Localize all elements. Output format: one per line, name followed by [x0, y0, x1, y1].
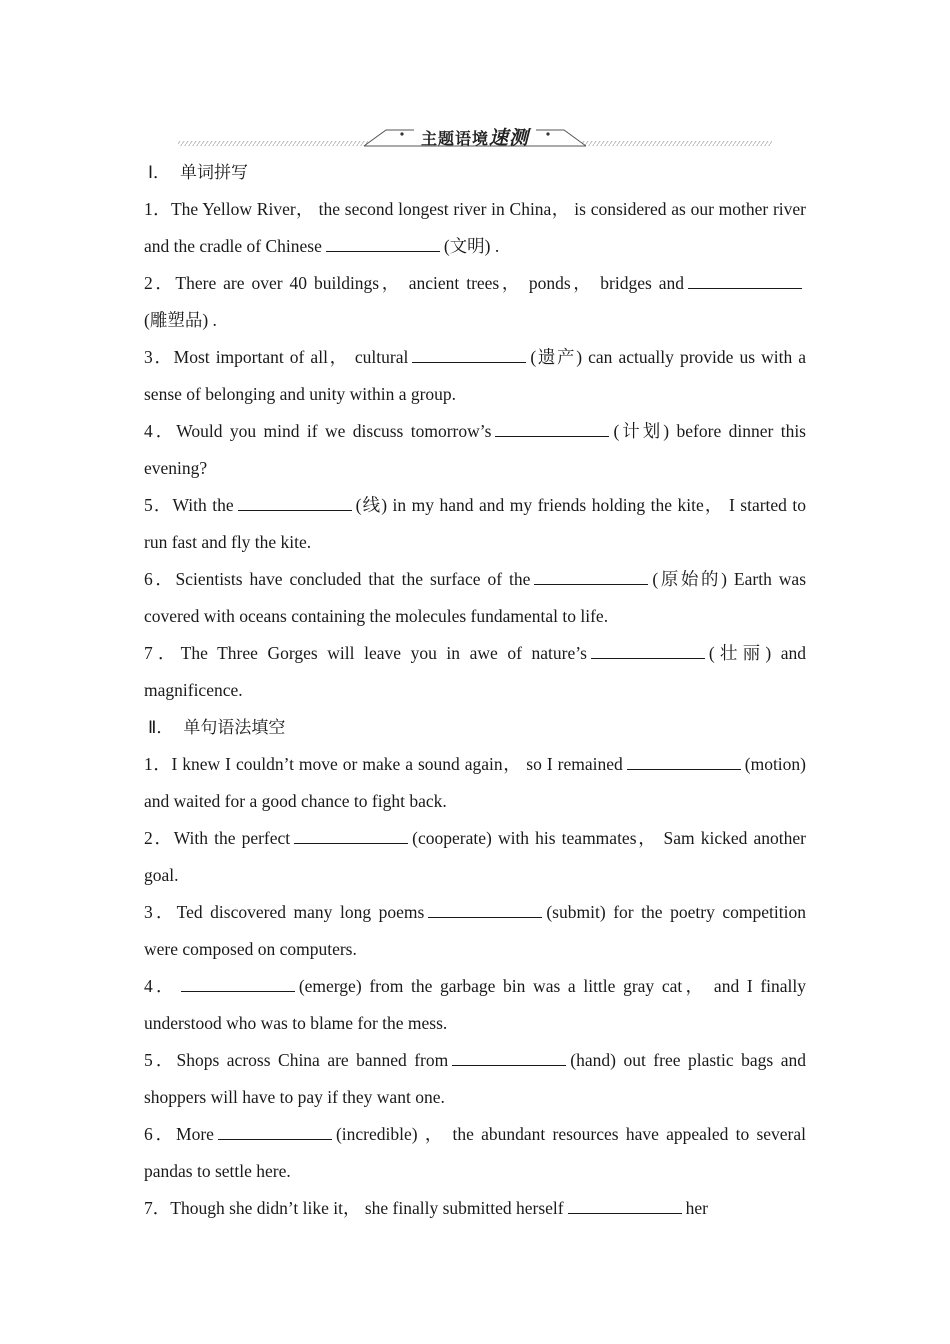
answer-blank[interactable] [428, 903, 542, 918]
word-hint: (emerge) [298, 976, 362, 996]
question-item [144, 635, 806, 709]
question-item [144, 1116, 806, 1190]
question-item [144, 968, 806, 1042]
question-number: 6． [144, 1124, 177, 1144]
question-text: With the perfect [173, 828, 291, 848]
question-text: There are over 40 buildings， ancient trees， ponds， bridges and [175, 273, 685, 293]
question-text: Would you mind if we discuss tomorrow’s [176, 421, 492, 441]
question-text: in my hand and my friends holding the kite， I started to run fast and fly the kite. [144, 495, 807, 552]
question-text: The Yellow River， the second longest river in China， is considered as our mother river and the cradle of Chinese [144, 199, 806, 256]
answer-blank[interactable] [568, 1199, 682, 1214]
section-numeral: Ⅰ． [148, 163, 171, 182]
banner-title: 主题语境速测 [420, 127, 530, 149]
exercise-content [144, 154, 806, 1227]
answer-blank[interactable] [534, 570, 648, 585]
question-item [144, 1042, 806, 1116]
question-text: with his teammates， Sam kicked another goal. [144, 828, 806, 885]
question-number: 2． [144, 273, 176, 293]
answer-blank[interactable] [591, 644, 705, 659]
answer-blank[interactable] [495, 422, 609, 437]
question-number: 2． [144, 828, 174, 848]
question-number: 4． [144, 976, 177, 996]
question-item [144, 894, 806, 968]
question-text: I knew I couldn’t move or make a sound again， so I remained [171, 754, 623, 774]
question-item [144, 487, 806, 561]
word-hint: (incredible) [335, 1124, 418, 1144]
answer-blank[interactable] [181, 977, 295, 992]
word-hint: (线) [355, 495, 388, 515]
section-heading [144, 709, 806, 746]
section-banner [178, 120, 772, 150]
question-text: . [212, 310, 217, 330]
question-item [144, 820, 806, 894]
question-number: 7． [144, 643, 181, 663]
question-text: from the garbage bin was a little gray cat， and I finally understood who was to blame for the mess. [144, 976, 807, 1033]
question-text: Shops across China are banned from [176, 1050, 449, 1070]
answer-blank[interactable] [627, 755, 741, 770]
question-item [144, 561, 806, 635]
answer-blank[interactable] [294, 829, 408, 844]
question-number: 5． [144, 495, 173, 515]
question-text: . [494, 236, 500, 256]
question-number: 3． [144, 347, 174, 367]
section-numeral: Ⅱ． [148, 718, 174, 737]
question-text: ， the abundant resources have appealed to several pandas to settle here. [144, 1124, 807, 1181]
question-number: 1． [144, 754, 172, 774]
word-hint: (hand) [570, 1050, 616, 1070]
question-item [144, 339, 806, 413]
word-hint: (遗产) [530, 347, 583, 367]
question-text: More [176, 1124, 214, 1144]
answer-blank[interactable] [412, 348, 526, 363]
question-text: before dinner this evening? [144, 421, 806, 478]
question-text: Earth was covered with oceans containing the molecules fundamental to life. [144, 569, 807, 626]
question-text: Most important of all， cultural [173, 347, 409, 367]
word-hint: (壮丽) [708, 643, 772, 663]
question-text: for the poetry competition were composed on computers. [144, 902, 806, 959]
question-text: out free plastic bags and shoppers will have to pay if they want one. [144, 1050, 807, 1107]
question-number: 5． [144, 1050, 177, 1070]
question-text: and waited for a good chance to fight back. [144, 791, 447, 811]
word-hint: (雕塑品) [144, 310, 209, 330]
question-number: 1． [144, 199, 171, 219]
word-hint: (motion) [744, 754, 806, 774]
question-item [144, 265, 806, 339]
question-text: The Three Gorges will leave you in awe of nature’s [180, 643, 587, 663]
question-text: With the [172, 495, 234, 515]
word-hint: (cooperate) [412, 828, 492, 848]
question-number: 6． [144, 569, 176, 589]
answer-blank[interactable] [452, 1051, 566, 1066]
section-title: 单词拼写 [180, 163, 249, 183]
question-text: her [685, 1198, 708, 1218]
question-number: 7． [144, 1198, 171, 1218]
question-text: and magnificence. [144, 643, 807, 700]
question-item [144, 746, 806, 820]
question-text: Scientists have concluded that the surface of the [175, 569, 531, 589]
answer-blank[interactable] [326, 237, 440, 252]
word-hint: (文明) [443, 236, 491, 256]
answer-blank[interactable] [238, 496, 352, 511]
question-item [144, 1190, 806, 1227]
word-hint: (原始的) [652, 569, 727, 589]
question-text: Though she didn’t like it， she finally submitted herself [170, 1198, 564, 1218]
answer-blank[interactable] [688, 274, 802, 289]
section-heading [144, 154, 806, 191]
section-title: 单句语法填空 [183, 718, 286, 738]
answer-blank[interactable] [218, 1125, 332, 1140]
question-item [144, 413, 806, 487]
question-text: Ted discovered many long poems [176, 902, 425, 922]
word-hint: (submit) [546, 902, 606, 922]
question-number: 3． [144, 902, 177, 922]
question-text: can actually provide us with a sense of belonging and unity within a group. [144, 347, 807, 404]
question-number: 4． [144, 421, 177, 441]
question-item [144, 191, 806, 265]
word-hint: (计划) [613, 421, 670, 441]
